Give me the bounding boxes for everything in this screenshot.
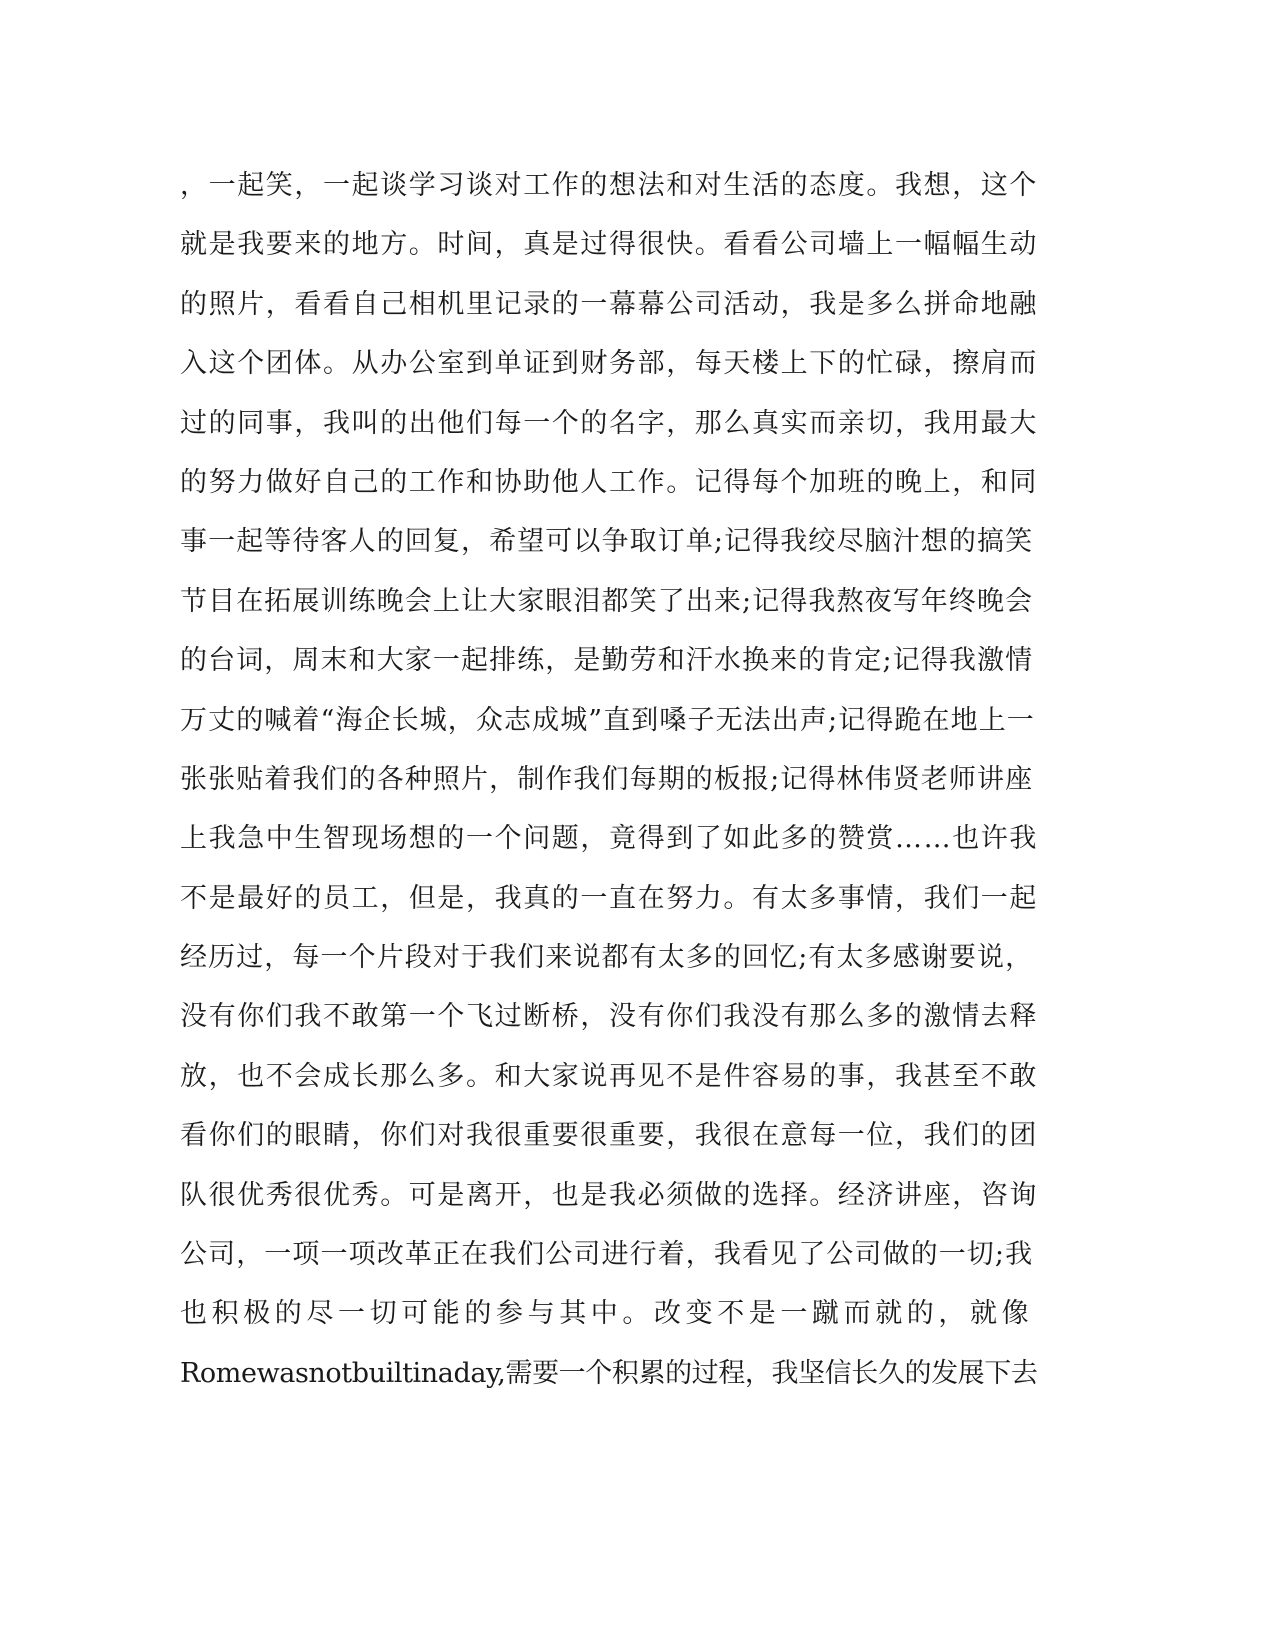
text-line: 的努力做好自己的工作和协助他人工作。记得每个加班的晚上，和同 [180,466,1038,498]
text-line: 队很优秀很优秀。可是离开，也是我必须做的选择。经济讲座，咨询 [180,1179,1038,1211]
text-line: 也积极的尽一切可能的参与其中。改变不是一蹴而就的，就像 [180,1298,1034,1330]
text-line: 入这个团体。从办公室到单证到财务部，每天楼上下的忙碌，擦肩而 [180,348,1038,380]
text-line: 没有你们我不敢第一个飞过断桥，没有你们我没有那么多的激情去释 [180,1001,1038,1033]
text-line: 不是最好的员工，但是，我真的一直在努力。有太多事情，我们一起 [180,882,1038,914]
text-line: 经历过，每一个片段对于我们来说都有太多的回忆;有太多感谢要说， [180,942,1034,974]
text-line: 的照片，看看自己相机里记录的一幕幕公司活动，我是多么拼命地融 [180,288,1038,320]
text-line: 万丈的喊着“海企长城，众志成城”直到嗓子无法出声;记得跪在地上一 [180,704,1035,736]
text-line: 公司，一项一项改革正在我们公司进行着，我看见了公司做的一切;我 [180,1239,1034,1271]
text-line: 的台词，周末和大家一起排练，是勤劳和汗水换来的肯定;记得我激情 [180,645,1034,677]
text-line: 就是我要来的地方。时间，真是过得很快。看看公司墙上一幅幅生动 [180,229,1038,261]
text-line: Romewasnotbuiltinaday,需要一个积累的过程，我坚信长久的发展下去 [180,1357,1038,1389]
text-line: 过的同事，我叫的出他们每一个的名字，那么真实而亲切，我用最大 [180,407,1038,439]
text-line: 节目在拓展训练晚会上让大家眼泪都笑了出来;记得我熬夜写年终晚会 [180,585,1034,617]
text-line: 放，也不会成长那么多。和大家说再见不是件容易的事，我甚至不敢 [180,1060,1038,1092]
text-line: ，一起笑，一起谈学习谈对工作的想法和对生活的态度。我想，这个 [180,170,1038,201]
text-line: 看你们的眼睛，你们对我很重要很重要，我很在意每一位，我们的团 [180,1120,1038,1152]
text-line: 张张贴着我们的各种照片，制作我们每期的板报;记得林伟贤老师讲座 [180,763,1034,795]
text-line: 上我急中生智现场想的一个问题，竟得到了如此多的赞赏……也许我 [180,823,1038,855]
text-line: 事一起等待客人的回复，希望可以争取订单;记得我绞尽脑汁想的搞笑 [180,526,1034,558]
body-text [180,156,1040,1403]
